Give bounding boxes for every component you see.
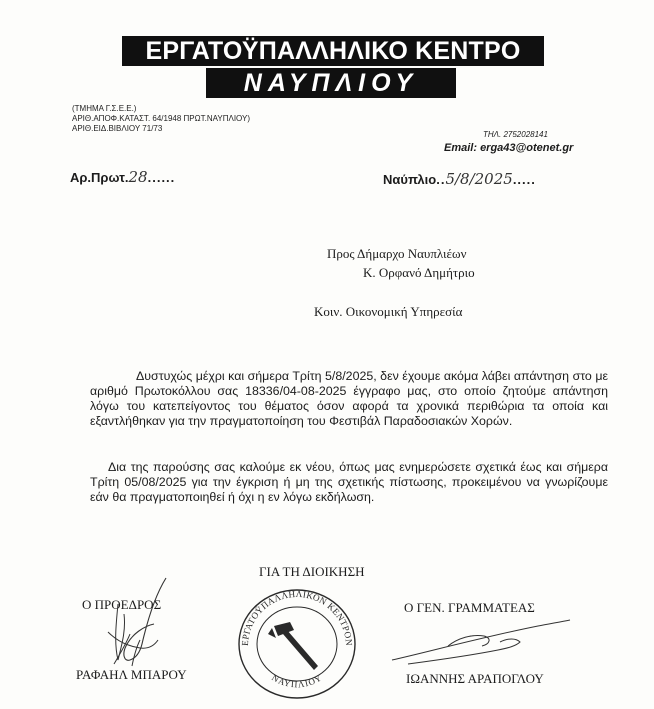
body-paragraph-2: Δια της παρούσης σας καλούμε εκ νέου, όπως μας ενημερώσετε σχετικά έως και σήμερα Τρίτη 05/08/2025 για την έγκριση ή μη της σχετικής πίστωσης, προκειμένου να γνωρίζουμε εάν θα πραγματοποιηθεί ή όχι η εν λόγω εκδήλωση. bbox=[90, 460, 608, 504]
protocol-label: Αρ.Πρωτ. bbox=[70, 170, 129, 185]
organization-city bbox=[206, 68, 456, 98]
seal-text-bottom: ΝΑΥΠΛΙΟΥ bbox=[270, 672, 324, 690]
org-line-decision: ΑΡΙΘ.ΑΠΟΦ.ΚΑΤΑΣΤ. 64/1948 ΠΡΩΤ.ΝΑΥΠΛΙΟΥ) bbox=[72, 114, 251, 123]
date-line: Ναύπλιο..5/8/2025..... bbox=[383, 170, 536, 188]
organization-city-text: ΝΑΥΠΛΙΟΥ bbox=[243, 68, 419, 97]
president-signature bbox=[96, 574, 186, 670]
organization-title-text: ΕΡΓΑΤΟΫΠΑΛΛΗΛΙΚΟ ΚΕΝΤΡΟ bbox=[145, 36, 521, 65]
org-line-dept: (ΤΜΗΜΑ Γ.Σ.Ε.Ε.) bbox=[72, 104, 137, 113]
cc-line: Κοιν. Οικονομική Υπηρεσία bbox=[314, 304, 463, 319]
president-title: Ο ΠΡΟΕΔΡΟΣ bbox=[82, 597, 162, 612]
svg-text:ΝΑΥΠΛΙΟΥ bbox=[270, 672, 324, 689]
body-paragraph-1: Δυστυχώς μέχρι και σήμερα Τρίτη 5/8/2025, δεν έχουμε ακόμα λάβει απάντηση στο με αριθμό Πρωτοκόλλου σας 18336/04-08-2025 έγγραφο μας, στο οποίο ζητούμε απάντηση λόγω του κατεπείγοντος του θέματος όσον αφορά τα χρονικά περιθώρια τα οποία και εξαντλήθηκαν για την πραγματοποίηση του Φεστιβάλ Παραδοσιακών Χορών. bbox=[90, 369, 608, 428]
recipient-line-1: Προς Δήμαρχο Ναυπλιέων bbox=[327, 246, 467, 261]
organization-seal bbox=[232, 582, 362, 702]
protocol-number: 28 bbox=[128, 168, 148, 186]
secretary-title: Ο ΓΕΝ. ΓΡΑΜΜΑΤΕΑΣ bbox=[404, 600, 535, 615]
administration-heading: ΓΙΑ ΤΗ ΔΙΟΙΚΗΣΗ bbox=[259, 564, 365, 579]
phone: ΤΗΛ. 2752028141 bbox=[483, 130, 548, 139]
recipient-line-2: Κ. Ορφανό Δημήτριο bbox=[363, 265, 475, 280]
seal-text-top: ΕΡΓΑΤΟΫΠΑΛΛΗΛΙΚΟΝ ΚΕΝΤΡΟΝ bbox=[239, 588, 355, 647]
secretary-signature bbox=[388, 616, 578, 672]
secretary-name: ΙΩΑΝΝΗΣ ΑΡΑΠΟΓΛΟΥ bbox=[406, 671, 544, 686]
president-name: ΡΑΦΑΗΛ ΜΠΑΡΟΥ bbox=[76, 667, 187, 682]
place-label: Ναύπλιο bbox=[383, 172, 437, 187]
email: Email: erga43@otenet.gr bbox=[444, 142, 574, 154]
organization-title bbox=[122, 36, 544, 66]
hammer-icon bbox=[268, 622, 318, 670]
org-details bbox=[72, 104, 250, 134]
protocol-line: Αρ.Πρωτ.28...... bbox=[70, 168, 176, 186]
org-line-book: ΑΡΙΘ.ΕΙΔ.ΒΙΒΛΙΟΥ 71/73 bbox=[72, 124, 163, 133]
letter-date: 5/8/2025 bbox=[445, 170, 513, 188]
